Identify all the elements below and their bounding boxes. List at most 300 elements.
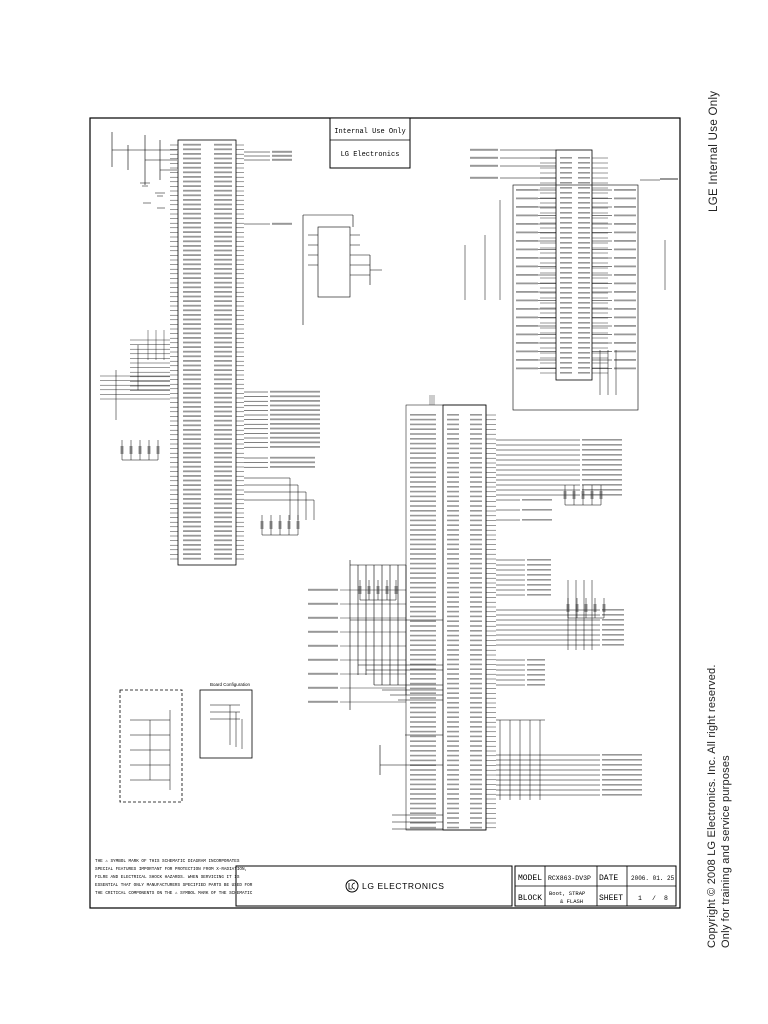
pin-label-block: [183, 208, 201, 210]
pin-label-block: [410, 803, 436, 805]
left-main-ic: [100, 140, 320, 565]
pin-label-block: [183, 199, 201, 201]
pin-label-block: [214, 516, 232, 518]
pin-label-block: [183, 291, 201, 293]
pin-label-block: [516, 198, 538, 200]
pin-label-block: [447, 438, 459, 440]
pin-label-block: [183, 282, 201, 284]
pin-label-block: [614, 351, 636, 353]
pin-label-block: [516, 240, 538, 242]
pin-label-block: [470, 640, 482, 642]
pin-label-block: [560, 247, 572, 249]
pin-label-block: [447, 736, 459, 738]
pin-label-block: [560, 207, 572, 209]
pin-label-block: [560, 312, 572, 314]
pin-label-block: [183, 148, 201, 150]
resistor-body: [297, 521, 300, 529]
pin-label-block: [272, 151, 292, 153]
pin-label-block: [527, 594, 551, 596]
pin-label-block: [516, 249, 538, 251]
pin-label-block: [470, 769, 482, 771]
pin-label-block: [560, 327, 572, 329]
pin-label-block: [527, 684, 545, 686]
pin-label-block: [447, 798, 459, 800]
pin-label-block: [470, 616, 482, 618]
pin-label-block: [410, 438, 436, 440]
pin-label-block: [560, 372, 572, 374]
pin-label-block: [410, 414, 436, 416]
pin-label-block: [470, 721, 482, 723]
pin-label-block: [183, 144, 201, 146]
pin-label-block: [214, 190, 232, 192]
pin-label-block: [270, 441, 320, 443]
pin-label-block: [560, 302, 572, 304]
pin-label-block: [578, 342, 590, 344]
pin-label-block: [447, 635, 459, 637]
pin-label-block: [214, 461, 232, 463]
pin-label-block: [470, 419, 482, 421]
pin-label-block: [560, 367, 572, 369]
pin-label-block: [447, 433, 459, 435]
resistor-body: [591, 491, 594, 499]
pin-label-block: [447, 630, 459, 632]
pin-label-block: [522, 499, 552, 501]
pin-label-block: [660, 178, 678, 180]
pin-label-block: [183, 406, 201, 408]
pin-label-block: [470, 668, 482, 670]
pin-label-block: [602, 774, 642, 776]
pin-label-block: [410, 808, 436, 810]
pin-label-block: [183, 176, 201, 178]
pin-label-block: [410, 433, 436, 435]
pin-label-block: [522, 509, 552, 511]
pin-label-block: [183, 420, 201, 422]
pin-label-block: [214, 484, 232, 486]
pin-label-block: [183, 457, 201, 459]
pin-label-block: [183, 470, 201, 472]
pin-label-block: [470, 424, 482, 426]
pin-label-block: [560, 307, 572, 309]
resistor-body: [368, 586, 371, 594]
pin-label-block: [578, 167, 590, 169]
pin-label-block: [214, 199, 232, 201]
pin-label-block: [470, 572, 482, 574]
pin-label-block: [602, 624, 624, 626]
pin-label-block: [560, 257, 572, 259]
pin-label-block: [578, 187, 590, 189]
pin-label-block: [214, 493, 232, 495]
pin-label-block: [578, 332, 590, 334]
pin-label-block: [470, 673, 482, 675]
pin-label-block: [183, 273, 201, 275]
pin-label-block: [560, 267, 572, 269]
pin-label-block: [214, 374, 232, 376]
pin-label-block: [447, 745, 459, 747]
pin-label-block: [470, 784, 482, 786]
pin-label-block: [447, 467, 459, 469]
pin-label-block: [470, 760, 482, 762]
pin-label-block: [447, 587, 459, 589]
pin-label-block: [214, 204, 232, 206]
pin-label-block: [214, 250, 232, 252]
pin-label-block: [516, 266, 538, 268]
pin-label-block: [447, 563, 459, 565]
pin-label-block: [614, 189, 636, 191]
pin-label-block: [183, 204, 201, 206]
pin-label-block: [614, 325, 636, 327]
pin-label-block: [183, 535, 201, 537]
pin-label-block: [447, 688, 459, 690]
pin-label-block: [270, 423, 320, 425]
pin-label-block: [308, 701, 338, 703]
block-label: BLOCK: [518, 894, 543, 903]
pin-label-block: [614, 300, 636, 302]
pin-label-block: [410, 529, 436, 531]
pin-label-block: [410, 788, 436, 790]
pin-label-block: [214, 319, 232, 321]
pin-label-block: [447, 668, 459, 670]
pin-label-block: [183, 507, 201, 509]
pin-label-block: [410, 443, 436, 445]
pin-label-block: [183, 424, 201, 426]
pin-label-block: [516, 274, 538, 276]
pin-label-block: [470, 688, 482, 690]
pin-label-block: [183, 512, 201, 514]
safety-note-line: ESSENTIAL THAT ONLY MANUFACTURERS SPECIFIED PARTS BE USED FOR: [95, 883, 253, 888]
pin-label-block: [470, 534, 482, 536]
pin-label-block: [602, 634, 624, 636]
pin-label-block: [183, 254, 201, 256]
pin-label-block: [183, 392, 201, 394]
pin-label-block: [214, 378, 232, 380]
pin-label-block: [214, 346, 232, 348]
pin-label-block: [214, 194, 232, 196]
pin-label-block: [410, 827, 436, 829]
pin-label-block: [578, 252, 590, 254]
safety-note-line: THE ⚠ SYMBOL MARK OF THIS SCHEMATIC DIAGRAM INCORPORATES: [95, 859, 240, 864]
pin-label-block: [470, 476, 482, 478]
pin-label-block: [516, 291, 538, 293]
pin-label-block: [410, 731, 436, 733]
pin-label-block: [270, 405, 320, 407]
pin-label-block: [410, 616, 436, 618]
pin-label-block: [602, 769, 642, 771]
pin-label-block: [214, 429, 232, 431]
pin-label-block: [614, 215, 636, 217]
pin-label-block: [470, 654, 482, 656]
pin-label-block: [410, 534, 436, 536]
pin-label-block: [214, 181, 232, 183]
pin-label-block: [582, 479, 622, 481]
pin-label-block: [578, 317, 590, 319]
pin-label-block: [447, 611, 459, 613]
pin-label-block: [516, 232, 538, 234]
pin-label-block: [527, 579, 551, 581]
pin-label-block: [470, 462, 482, 464]
small-ic-upper: [303, 215, 382, 325]
pin-label-block: [470, 481, 482, 483]
pin-label-block: [183, 277, 201, 279]
pin-label-block: [516, 189, 538, 191]
pin-label-block: [183, 167, 201, 169]
pin-label-block: [183, 378, 201, 380]
pin-label-block: [614, 359, 636, 361]
pin-label-block: [614, 266, 636, 268]
pin-label-block: [447, 476, 459, 478]
pin-label-block: [470, 817, 482, 819]
pin-label-block: [560, 362, 572, 364]
pin-label-block: [447, 601, 459, 603]
pin-label-block: [470, 529, 482, 531]
pin-label-block: [470, 414, 482, 416]
pin-label-block: [602, 614, 624, 616]
pin-label-block: [516, 283, 538, 285]
resistor-body: [279, 521, 282, 529]
pin-label-block: [214, 254, 232, 256]
pin-label-block: [183, 153, 201, 155]
pin-label-block: [447, 716, 459, 718]
pin-label-block: [447, 827, 459, 829]
pin-label-block: [527, 659, 545, 661]
pin-label-block: [214, 434, 232, 436]
pin-label-block: [516, 351, 538, 353]
pin-label-block: [578, 287, 590, 289]
pin-label-block: [578, 297, 590, 299]
pin-label-block: [183, 447, 201, 449]
pin-label-block: [602, 789, 642, 791]
pin-label-block: [470, 808, 482, 810]
pin-label-block: [602, 629, 624, 631]
pin-label-block: [308, 617, 338, 619]
pin-label-block: [214, 236, 232, 238]
pin-label-block: [270, 409, 320, 411]
pin-label-block: [410, 486, 436, 488]
pin-label-block: [183, 319, 201, 321]
training-note: Only for training and service purposes: [720, 755, 732, 948]
pin-label-block: [410, 452, 436, 454]
pin-label-block: [214, 273, 232, 275]
pin-label-block: [410, 721, 436, 723]
pin-label-block: [183, 194, 201, 196]
pin-label-block: [470, 788, 482, 790]
resistor-body: [261, 521, 264, 529]
pin-label-block: [183, 466, 201, 468]
pin-label-block: [410, 462, 436, 464]
pin-label-block: [447, 644, 459, 646]
pin-label-block: [410, 472, 436, 474]
pin-label-block: [560, 282, 572, 284]
pin-label-block: [410, 606, 436, 608]
pin-label-block: [214, 323, 232, 325]
pin-label-block: [447, 692, 459, 694]
sheet-sep: /: [652, 895, 656, 902]
pin-label-block: [410, 505, 436, 507]
pin-label-block: [308, 603, 338, 605]
pin-label-block: [470, 664, 482, 666]
pin-label-block: [214, 503, 232, 505]
pin-label-block: [447, 654, 459, 656]
pin-label-block: [522, 519, 552, 521]
block-value-1: Boot, STRAP: [549, 890, 586, 897]
pin-label-block: [214, 498, 232, 500]
pin-label-block: [470, 731, 482, 733]
pin-label-block: [214, 457, 232, 459]
pin-label-block: [308, 687, 338, 689]
pin-label-block: [183, 181, 201, 183]
pin-label-block: [578, 282, 590, 284]
pin-label-block: [214, 305, 232, 307]
pin-label-block: [214, 512, 232, 514]
board-config-box: [200, 682, 252, 758]
pin-label-block: [183, 480, 201, 482]
pin-label-block: [214, 351, 232, 353]
pin-label-block: [470, 740, 482, 742]
pin-label-block: [470, 596, 482, 598]
pin-label-block: [447, 443, 459, 445]
pin-label-block: [447, 428, 459, 430]
pin-label-block: [410, 745, 436, 747]
pin-label-block: [447, 577, 459, 579]
pin-label-block: [214, 158, 232, 160]
pin-label-block: [214, 300, 232, 302]
pin-label-block: [183, 185, 201, 187]
pin-label-block: [183, 190, 201, 192]
pin-label-block: [183, 498, 201, 500]
pin-label-block: [410, 750, 436, 752]
pin-label-block: [447, 740, 459, 742]
pin-label-block: [516, 308, 538, 310]
pin-label-block: [470, 486, 482, 488]
pin-label-block: [183, 553, 201, 555]
pin-label-block: [470, 822, 482, 824]
pin-label-block: [214, 240, 232, 242]
pin-label-block: [214, 153, 232, 155]
pin-label-block: [614, 198, 636, 200]
pin-label-block: [470, 472, 482, 474]
pin-label-block: [470, 592, 482, 594]
pin-label-block: [447, 721, 459, 723]
pin-label-block: [270, 414, 320, 416]
pin-label-block: [410, 740, 436, 742]
pin-label-block: [582, 469, 622, 471]
pin-label-block: [578, 362, 590, 364]
pin-label-block: [447, 548, 459, 550]
pin-label-block: [560, 227, 572, 229]
pin-label-block: [447, 491, 459, 493]
pin-label-block: [470, 827, 482, 829]
pin-label-block: [183, 305, 201, 307]
resistor-body: [576, 604, 579, 612]
pin-label-block: [214, 549, 232, 551]
pin-label-block: [470, 438, 482, 440]
pin-label-block: [183, 503, 201, 505]
pin-label-block: [447, 529, 459, 531]
pin-label-block: [470, 587, 482, 589]
pin-label-block: [214, 489, 232, 491]
pin-label-block: [183, 438, 201, 440]
pin-label-block: [470, 803, 482, 805]
pin-label-block: [447, 649, 459, 651]
pin-label-block: [470, 553, 482, 555]
pin-label-block: [183, 521, 201, 523]
pin-label-block: [470, 165, 498, 167]
pin-label-block: [447, 812, 459, 814]
pin-label-block: [447, 558, 459, 560]
pin-label-block: [214, 466, 232, 468]
pin-label-block: [308, 659, 338, 661]
pin-label-block: [578, 272, 590, 274]
pin-label-block: [183, 259, 201, 261]
pin-label-block: [270, 391, 320, 393]
pin-label-block: [527, 569, 551, 571]
pin-label-block: [214, 526, 232, 528]
pin-label-block: [214, 406, 232, 408]
pin-label-block: [183, 162, 201, 164]
pin-label-block: [602, 754, 642, 756]
pin-label-block: [410, 798, 436, 800]
pin-label-block: [578, 267, 590, 269]
pin-label-block: [270, 400, 320, 402]
pin-label-block: [270, 432, 320, 434]
pin-label-block: [214, 227, 232, 229]
pin-label-block: [578, 322, 590, 324]
pin-label-block: [183, 383, 201, 385]
pin-label-block: [560, 197, 572, 199]
pin-label-block: [183, 342, 201, 344]
pin-label-block: [447, 534, 459, 536]
pin-label-block: [447, 788, 459, 790]
pin-label-block: [214, 438, 232, 440]
pin-label-block: [410, 793, 436, 795]
copyright-note: Copyright © 2008 LG Electronics. Inc. All right reserved.: [706, 664, 718, 948]
pin-label-block: [214, 355, 232, 357]
pin-label-block: [410, 707, 436, 709]
pin-label-block: [560, 222, 572, 224]
pin-label-block: [410, 539, 436, 541]
pin-label-block: [183, 337, 201, 339]
pin-label-block: [470, 443, 482, 445]
pin-label-block: [447, 472, 459, 474]
pin-label-block: [578, 242, 590, 244]
pin-label-block: [447, 500, 459, 502]
pin-label-block: [447, 592, 459, 594]
pin-label-block: [470, 659, 482, 661]
pin-label-block: [183, 355, 201, 357]
pin-label-block: [470, 697, 482, 699]
pin-label-block: [410, 688, 436, 690]
right-top-ic: [465, 149, 678, 410]
pin-label-block: [602, 759, 642, 761]
pin-label-block: [183, 222, 201, 224]
resistor-body: [567, 604, 570, 612]
pin-label-block: [272, 159, 292, 161]
pin-label-block: [447, 659, 459, 661]
pin-label-block: [516, 359, 538, 361]
pin-label-block: [470, 548, 482, 550]
pin-label-block: [308, 645, 338, 647]
pin-label-block: [410, 611, 436, 613]
pin-label-block: [560, 322, 572, 324]
pin-label-block: [516, 325, 538, 327]
pin-label-block: [410, 649, 436, 651]
pin-label-block: [410, 582, 436, 584]
pin-label-block: [214, 277, 232, 279]
pin-label-block: [410, 568, 436, 570]
pin-label-block: [447, 496, 459, 498]
pin-label-block: [214, 144, 232, 146]
pin-label-block: [578, 367, 590, 369]
resistor-body: [130, 446, 133, 454]
